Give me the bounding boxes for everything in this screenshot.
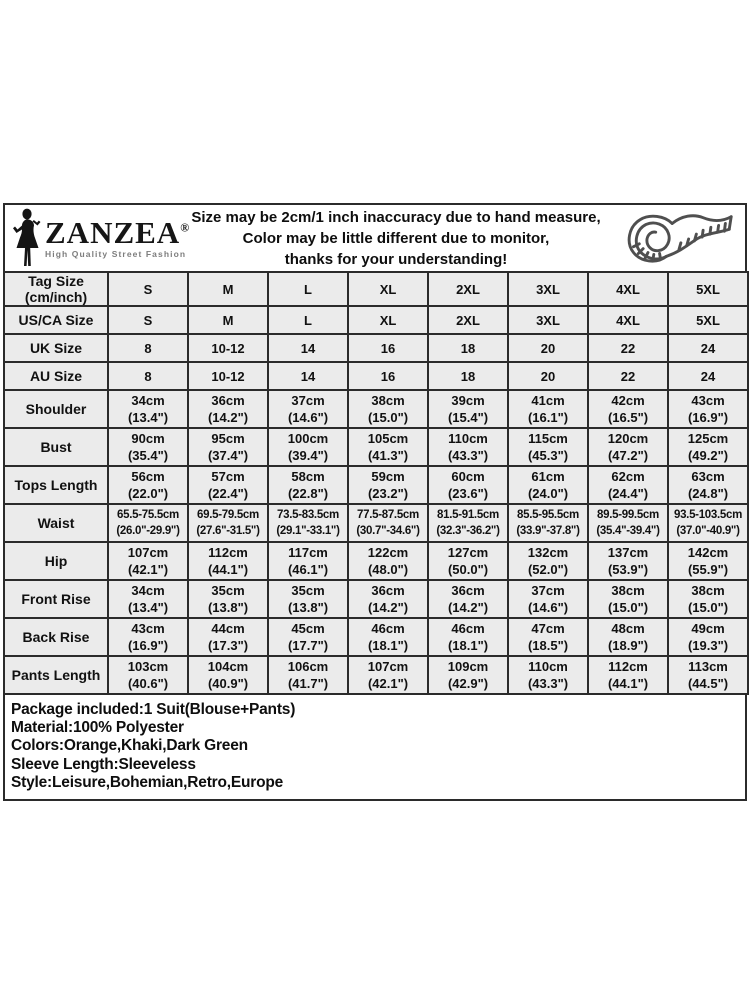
measuring-tape-icon [609, 207, 745, 269]
size-cell: 113cm (44.5") [668, 656, 748, 694]
notice-line-2: Color may be little different due to monitor, [242, 229, 550, 247]
size-cell: 112cm (44.1") [588, 656, 668, 694]
size-cell: 37cm (14.6") [268, 390, 348, 428]
brand-name: ZANZEA® [45, 215, 190, 251]
table-row [4, 504, 748, 542]
size-cell: 35cm (13.8") [188, 580, 268, 618]
size-cell: 56cm (22.0") [108, 466, 188, 504]
size-cell: 46cm (18.1") [348, 618, 428, 656]
size-cell: 61cm (24.0") [508, 466, 588, 504]
size-cell: 14 [268, 362, 348, 390]
size-cell: 104cm (40.9") [188, 656, 268, 694]
size-cell: 103cm (40.6") [108, 656, 188, 694]
header [3, 203, 747, 273]
table-row [4, 272, 748, 306]
size-cell: 35cm (13.8") [268, 580, 348, 618]
size-cell: 38cm (15.0") [668, 580, 748, 618]
size-table [3, 271, 749, 695]
size-cell: 58cm (22.8") [268, 466, 348, 504]
size-cell: 112cm (44.1") [188, 542, 268, 580]
size-cell: 3XL [508, 272, 588, 306]
size-cell: 100cm (39.4") [268, 428, 348, 466]
size-cell: 10-12 [188, 334, 268, 362]
row-label: US/CA Size [4, 306, 108, 334]
size-cell: 4XL [588, 272, 668, 306]
size-cell: 36cm (14.2") [348, 580, 428, 618]
size-cell: 36cm (14.2") [188, 390, 268, 428]
table-row [4, 390, 748, 428]
size-cell: 107cm (42.1") [108, 542, 188, 580]
size-cell: 137cm (53.9") [588, 542, 668, 580]
size-cell: 73.5-83.5cm (29.1"-33.1") [268, 504, 348, 542]
size-cell: 24 [668, 334, 748, 362]
size-cell: 38cm (15.0") [348, 390, 428, 428]
table-row [4, 362, 748, 390]
detail-line: Sleeve Length:Sleeveless [11, 755, 196, 773]
size-cell: 62cm (24.4") [588, 466, 668, 504]
row-label: Hip [4, 542, 108, 580]
brand-tagline: High Quality Street Fashion [45, 249, 187, 260]
brand-logo-text [45, 217, 189, 259]
size-cell: 105cm (41.3") [348, 428, 428, 466]
size-cell: 24 [668, 362, 748, 390]
size-cell: 132cm (52.0") [508, 542, 588, 580]
detail-line: Colors:Orange,Khaki,Dark Green [11, 737, 248, 755]
measurement-notice [183, 207, 609, 270]
detail-line: Material:100% Polyester [11, 719, 184, 737]
row-label: UK Size [4, 334, 108, 362]
row-label: Bust [4, 428, 108, 466]
size-cell: 5XL [668, 306, 748, 334]
size-cell: 20 [508, 334, 588, 362]
brand-logo [5, 208, 190, 268]
size-cell: 77.5-87.5cm (30.7"-34.6") [348, 504, 428, 542]
size-cell: 110cm (43.3") [508, 656, 588, 694]
registered-mark: ® [180, 220, 190, 235]
size-cell: 43cm (16.9") [108, 618, 188, 656]
size-cell: 93.5-103.5cm (37.0"-40.9") [668, 504, 748, 542]
detail-line: Style:Leisure,Bohemian,Retro,Europe [11, 773, 284, 791]
size-cell: 22 [588, 334, 668, 362]
size-cell: 45cm (17.7") [268, 618, 348, 656]
size-cell: 63cm (24.8") [668, 466, 748, 504]
size-cell: 22 [588, 362, 668, 390]
table-row [4, 466, 748, 504]
size-chart-content [3, 203, 747, 801]
table-row [4, 334, 748, 362]
size-cell: 2XL [428, 306, 508, 334]
size-cell: 10-12 [188, 362, 268, 390]
row-label: Front Rise [4, 580, 108, 618]
size-cell: 107cm (42.1") [348, 656, 428, 694]
size-cell: 18 [428, 362, 508, 390]
size-cell: 46cm (18.1") [428, 618, 508, 656]
row-label: Waist [4, 504, 108, 542]
size-cell: 14 [268, 334, 348, 362]
size-cell: M [188, 306, 268, 334]
size-cell: 8 [108, 362, 188, 390]
size-cell: 115cm (45.3") [508, 428, 588, 466]
size-cell: 48cm (18.9") [588, 618, 668, 656]
size-cell: S [108, 272, 188, 306]
notice-line-1: Size may be 2cm/1 inch inaccuracy due to hand measure, [191, 208, 601, 226]
woman-silhouette-icon [13, 208, 43, 268]
size-cell: 16 [348, 334, 428, 362]
size-cell: 122cm (48.0") [348, 542, 428, 580]
row-label: AU Size [4, 362, 108, 390]
size-cell: XL [348, 306, 428, 334]
size-cell: L [268, 272, 348, 306]
row-label: Tops Length [4, 466, 108, 504]
size-cell: M [188, 272, 268, 306]
size-cell: 109cm (42.9") [428, 656, 508, 694]
row-label: Shoulder [4, 390, 108, 428]
size-cell: 42cm (16.5") [588, 390, 668, 428]
size-cell: 142cm (55.9") [668, 542, 748, 580]
table-row [4, 428, 748, 466]
size-cell: 47cm (18.5") [508, 618, 588, 656]
table-row [4, 306, 748, 334]
size-cell: 37cm (14.6") [508, 580, 588, 618]
size-cell: 69.5-79.5cm (27.6"-31.5") [188, 504, 268, 542]
size-cell: 8 [108, 334, 188, 362]
size-cell: 39cm (15.4") [428, 390, 508, 428]
size-cell: 44cm (17.3") [188, 618, 268, 656]
size-cell: 43cm (16.9") [668, 390, 748, 428]
size-cell: 36cm (14.2") [428, 580, 508, 618]
size-cell: 41cm (16.1") [508, 390, 588, 428]
size-cell: 4XL [588, 306, 668, 334]
size-cell: 60cm (23.6") [428, 466, 508, 504]
size-cell: 90cm (35.4") [108, 428, 188, 466]
table-row [4, 580, 748, 618]
size-cell: 117cm (46.1") [268, 542, 348, 580]
size-cell: 59cm (23.2") [348, 466, 428, 504]
size-cell: 49cm (19.3") [668, 618, 748, 656]
product-details [3, 693, 747, 801]
row-label: Pants Length [4, 656, 108, 694]
row-label: Back Rise [4, 618, 108, 656]
size-cell: 81.5-91.5cm (32.3"-36.2") [428, 504, 508, 542]
size-cell: 127cm (50.0") [428, 542, 508, 580]
size-cell: 34cm (13.4") [108, 580, 188, 618]
size-cell: 110cm (43.3") [428, 428, 508, 466]
size-cell: 106cm (41.7") [268, 656, 348, 694]
notice-line-3: thanks for your understanding! [284, 250, 508, 268]
size-cell: 95cm (37.4") [188, 428, 268, 466]
size-cell: 38cm (15.0") [588, 580, 668, 618]
size-cell: 20 [508, 362, 588, 390]
size-cell: S [108, 306, 188, 334]
table-row [4, 618, 748, 656]
size-cell: 34cm (13.4") [108, 390, 188, 428]
size-cell: 57cm (22.4") [188, 466, 268, 504]
table-row [4, 656, 748, 694]
size-cell: 16 [348, 362, 428, 390]
size-cell: L [268, 306, 348, 334]
size-cell: 65.5-75.5cm (26.0"-29.9") [108, 504, 188, 542]
size-cell: 3XL [508, 306, 588, 334]
size-cell: 2XL [428, 272, 508, 306]
size-cell: XL [348, 272, 428, 306]
detail-line: Package included:1 Suit(Blouse+Pants) [11, 701, 296, 718]
size-cell: 5XL [668, 272, 748, 306]
row-label: Tag Size (cm/inch) [4, 272, 108, 306]
size-cell: 89.5-99.5cm (35.4"-39.4") [588, 504, 668, 542]
size-cell: 85.5-95.5cm (33.9"-37.8") [508, 504, 588, 542]
size-cell: 18 [428, 334, 508, 362]
size-cell: 120cm (47.2") [588, 428, 668, 466]
size-cell: 125cm (49.2") [668, 428, 748, 466]
table-row [4, 542, 748, 580]
